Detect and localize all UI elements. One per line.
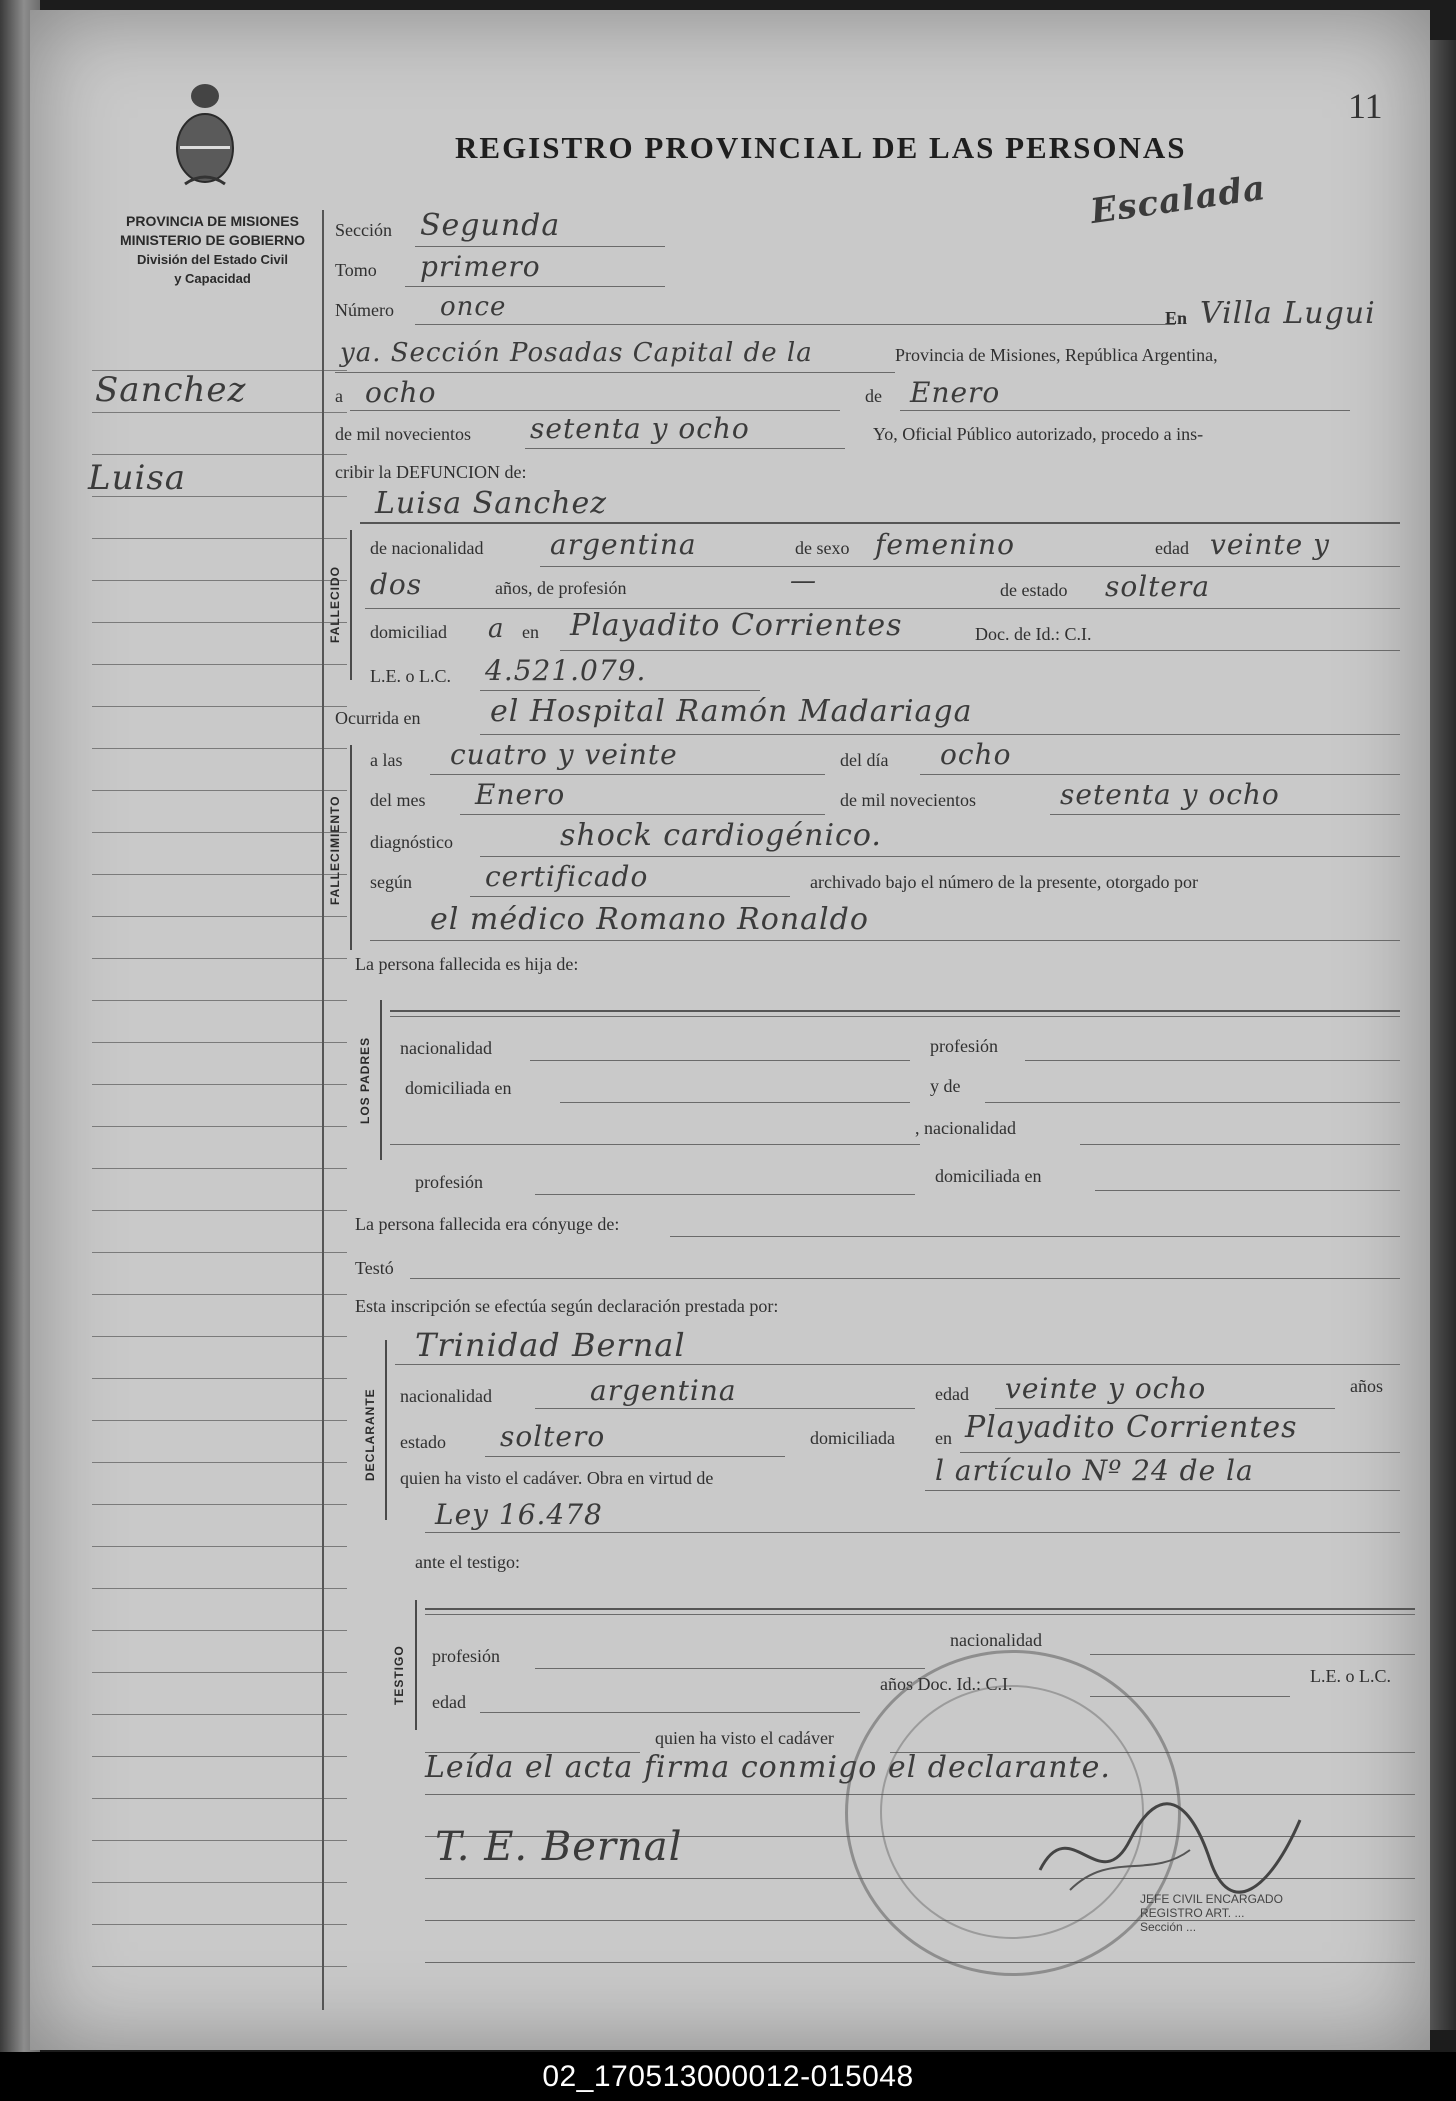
fallecido-doc-label: Doc. de Id.: C.I.	[975, 624, 1092, 644]
fallecido-nacionalidad-label: de nacionalidad	[370, 538, 484, 558]
otorgado-value: el médico Romano Ronaldo	[430, 902, 869, 937]
testo-text: Testó	[355, 1258, 394, 1278]
diagnostico-value: shock cardiogénico.	[560, 818, 882, 853]
testigo-cadaver-text: quien ha visto el cadáver	[655, 1728, 834, 1748]
fallecido-estado-label: de estado	[1000, 580, 1068, 600]
page-title: REGISTRO PROVINCIAL DE LAS PERSONAS	[455, 130, 1187, 165]
fallecido-domicilio-label: domiciliad	[370, 622, 447, 642]
conyuge-text: La persona fallecida era cónyuge de:	[355, 1214, 620, 1234]
oficial-text: Yo, Oficial Público autorizado, procedo a ins-	[873, 424, 1204, 444]
testigo-bracket	[415, 1600, 417, 1730]
numero-value: once	[440, 292, 507, 322]
ocurrida-label: Ocurrida en	[335, 708, 421, 728]
declarante-bracket	[385, 1340, 387, 1520]
mes-label: del mes	[370, 790, 426, 810]
fallecido-sexo-label: de sexo	[795, 538, 850, 558]
declarante-domiciliada-label: domiciliada	[810, 1428, 895, 1448]
testigo-edad-label: edad	[432, 1692, 466, 1712]
inscribir-text: cribir la DEFUNCION de:	[335, 462, 527, 482]
section-testigo: TESTIGO	[392, 1645, 406, 1705]
de-label: de	[865, 386, 882, 406]
place-continued: ya. Sección Posadas Capital de la	[340, 338, 813, 368]
section-los-padres: LOS PADRES	[358, 1036, 372, 1124]
mil-novecientos-label: de mil novecientos	[335, 424, 471, 444]
dia-label: del día	[840, 750, 889, 770]
fallecimiento-bracket	[350, 745, 352, 950]
declarante-estado-label: estado	[400, 1432, 446, 1452]
lectura-text: Leída el acta firma conmigo el declarante.	[425, 1750, 1111, 1785]
office-province: PROVINCIA DE MISIONES	[126, 213, 299, 229]
fallecido-nacionalidad: argentina	[550, 528, 697, 561]
margin-given-name: Luisa	[88, 458, 187, 498]
office-division: División del Estado Civil	[137, 252, 288, 267]
testigo-nacionalidad-label: nacionalidad	[950, 1630, 1042, 1650]
margin-surname: Sanchez	[95, 370, 247, 410]
en-value: Villa Lugui	[1200, 296, 1376, 331]
madre-domiciliada-label: domiciliada en	[935, 1166, 1042, 1186]
seccion-label: Sección	[335, 220, 392, 240]
fallecido-en-label: en	[522, 622, 539, 642]
official-title-line2: REGISTRO ART. ...	[1140, 1906, 1245, 1920]
padre-profesion-label: profesión	[930, 1036, 998, 1056]
section-fallecido: FALLECIDO	[328, 566, 342, 644]
declarante-edad-label: edad	[935, 1384, 969, 1404]
register-page	[30, 10, 1430, 2050]
declarante-ley: Ley 16.478	[435, 1498, 603, 1531]
dia-value-fallecimiento: ocho	[940, 738, 1012, 771]
fallecido-edad-cont: dos	[370, 568, 423, 601]
anio-value-fallecimiento: setenta y ocho	[1060, 778, 1280, 811]
declarante-obra: l artículo Nº 24 de la	[935, 1454, 1254, 1487]
provincia-text: Provincia de Misiones, República Argentina,	[895, 345, 1218, 365]
anos-label: años	[1350, 1376, 1383, 1396]
fallecido-edad-label: edad	[1155, 538, 1189, 558]
declarante-domicilio: Playadito Corrientes	[965, 1410, 1298, 1445]
office-division-cont: y Capacidad	[174, 271, 251, 286]
fallecido-nombre: Luisa Sanchez	[375, 486, 608, 521]
a-label: a	[335, 386, 343, 406]
declarante-nacionalidad: argentina	[590, 1374, 737, 1407]
y-de-label: y de	[930, 1076, 961, 1096]
seccion-value: Segunda	[420, 208, 561, 243]
image-caption: 02_170513000012-015048	[0, 2052, 1456, 2101]
diagnostico-label: diagnóstico	[370, 832, 453, 852]
dia-value: ocho	[365, 376, 437, 409]
testigo-le-label: L.E. o L.C.	[1310, 1666, 1391, 1686]
testigo-profesion-label: profesión	[432, 1646, 500, 1666]
fallecido-sexo: femenino	[875, 528, 1015, 561]
official-title	[1140, 1892, 1283, 1934]
column-divider	[322, 210, 324, 2010]
declarante-nombre: Trinidad Bernal	[415, 1326, 686, 1364]
section-declarante: DECLARANTE	[363, 1388, 377, 1482]
madre-nacionalidad-label: , nacionalidad	[915, 1118, 1016, 1138]
declaracion-text: Esta inscripción se efectúa según declaración prestada por:	[355, 1296, 779, 1316]
mil-label: de mil novecientos	[840, 790, 976, 810]
declarante-edad: veinte y ocho	[1005, 1372, 1207, 1405]
official-title-line1: JEFE CIVIL ENCARGADO	[1140, 1892, 1283, 1906]
padre-nacionalidad-label: nacionalidad	[400, 1038, 492, 1058]
fallecido-le: 4.521.079.	[485, 654, 647, 687]
testigo-anos-doc-label: años Doc. Id.: C.I.	[880, 1674, 1013, 1694]
national-coat-of-arms-icon	[170, 80, 240, 195]
declarante-nacionalidad-label: nacionalidad	[400, 1386, 492, 1406]
archivado-text: archivado bajo el número de la presente, otorgado por	[810, 872, 1199, 892]
segun-value: certificado	[485, 860, 649, 893]
page-number: 11	[1348, 86, 1383, 126]
tomo-value: primero	[420, 250, 541, 283]
issuing-office	[85, 212, 340, 288]
ocurrida-lugar: el Hospital Ramón Madariaga	[490, 694, 973, 729]
fallecido-domicilio-suffix: a	[488, 614, 505, 644]
fallecido-estado: soltera	[1105, 570, 1211, 603]
fallecido-profesion-label: años, de profesión	[495, 578, 627, 598]
segun-label: según	[370, 872, 412, 892]
hija-text: La persona fallecida es hija de:	[355, 954, 579, 974]
top-signature: Escalada	[1088, 167, 1269, 233]
fallecido-edad: veinte y	[1210, 528, 1330, 561]
declarante-signature: T. E. Bernal	[435, 1824, 683, 1870]
fallecido-domicilio: Playadito Corrientes	[570, 608, 903, 643]
section-fallecimiento: FALLECIMIENTO	[328, 795, 342, 905]
declarante-estado: soltero	[500, 1420, 606, 1453]
padre-domiciliada-label: domiciliada en	[405, 1078, 512, 1098]
fallecido-le-label: L.E. o L.C.	[370, 666, 451, 686]
declarante-cadaver-text: quien ha visto el cadáver. Obra en virtud de	[400, 1468, 714, 1488]
hora-label: a las	[370, 750, 403, 770]
en-label: En	[1165, 308, 1188, 328]
hora-value: cuatro y veinte	[450, 738, 678, 771]
tomo-label: Tomo	[335, 260, 377, 280]
mes-value-fallecimiento: Enero	[475, 778, 566, 811]
official-title-line3: Sección ...	[1140, 1920, 1197, 1934]
ante-testigo-text: ante el testigo:	[415, 1552, 520, 1572]
fallecido-bracket	[350, 530, 352, 680]
mes-value: Enero	[910, 376, 1001, 409]
anio-value: setenta y ocho	[530, 412, 750, 445]
numero-label: Número	[335, 300, 394, 320]
declarante-en-label: en	[935, 1428, 952, 1448]
office-ministry: MINISTERIO DE GOBIERNO	[119, 232, 306, 248]
margin-index-column	[92, 370, 347, 2020]
fallecido-profesion: —	[790, 566, 817, 596]
madre-profesion-label: profesión	[415, 1172, 483, 1192]
padres-bracket	[380, 1000, 382, 1160]
